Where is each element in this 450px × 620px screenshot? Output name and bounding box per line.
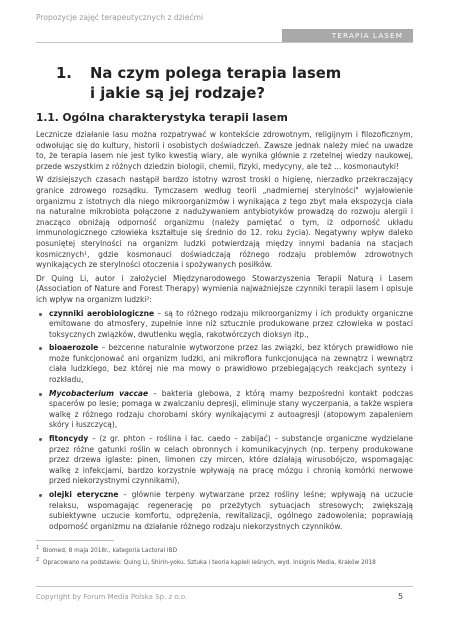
paragraph-2: W dzisiejszych czasach nastąpił bardzo istotny wzrost troski o higienę, nierzadko przekraczający granice zdrowego rozsądku. Tymczasem według teorii „nadmiernej sterylności" wyjałowienie organizmu z istotnych dla niego mikroorganizmów i wynikająca z tego zbyt mała ekspozycja ciała na naturalne mikrobiota połączone z nadużywaniem antybiotyków prowadzą do rozwoju alergii i znacząco obniżają odporność organizmu (należy pamiętać o tym, iż odporność układu immunologicznego człowieka kształtuje się średnio do 12. roku życia). Negatywny wpływ daleko posuniętej sterylności na organizm ludzki potwierdzają między innymi badania na stacjach kosmicznych¹, gdzie kosmonauci doświadczają różnego rodzaju problemów zdrowotnych wynikających ze sterylności otoczenia i spożywanych posiłków. — [36, 175, 413, 270]
list-item — [36, 434, 413, 487]
body-text — [36, 130, 413, 535]
chapter-number: 1. — [56, 65, 72, 82]
copyright-text: Copyright by Forum Media Polska Sp. z o.o. — [36, 593, 188, 601]
list-item — [36, 309, 413, 341]
footnote-mark: 2 — [36, 557, 40, 563]
bullet-icon — [39, 313, 42, 316]
factor-list — [36, 309, 413, 533]
chapter-title-line2: i jakie są jej rodzaje? — [90, 85, 265, 102]
bullet-icon — [39, 393, 42, 396]
paragraph-1: Lecznicze działanie lasu można rozpatrywać w kontekście zdrowotnym, religijnym i filozoficznym, odwołując się do kultury, historii i osobistych doświadczeń. Zawsze jednak należy mieć na uwadze to, że terapia lasem nie jest tylko kwestią wiary, ale wynika głównie z rzetelnej wiedzy naukowej, przede wszystkim z różnych dziedzin biologii, chemii, fizyki, medycyny, ale też ... kosmonautyki! — [36, 130, 413, 171]
factor-term: olejki eteryczne — [49, 490, 119, 499]
chapter-title-line1: Na czym polega terapia lasem — [90, 65, 342, 82]
list-item — [36, 490, 413, 532]
bullet-icon — [39, 494, 42, 497]
footnote-text: Biomed, 8 maja 2018r., kategoria Lactoral IBD — [42, 547, 178, 554]
page-number: 5 — [398, 592, 404, 601]
footnote-2 — [36, 557, 413, 568]
footnote-text: Opracowano na podstawie: Quing Li, Shirin-yoku. Sztuka i teoria kąpieli leśnych, wyd. Insignis Media, Kraków 2018 — [42, 559, 376, 566]
factor-text: – głównie terpeny wytwarzane przez rośliny leśne; wpływają na uczucie relaksu, wspomagając regenerację po przeżytych sytuacjach stresowych; zwiększają subiektywne uczucie komfortu, odprężenia, rewitalizacji, ogólnego zadowolenia; poprawiają odporność organizmu na działanie różnego rodzaju niekorzystnych czynników. — [49, 490, 414, 531]
bullet-icon — [39, 347, 42, 350]
section-heading: 1.1. Ogólna charakterystyka terapii lasem — [36, 112, 288, 124]
list-item — [36, 343, 413, 385]
factor-term: czynniki aerobiologiczne — [49, 308, 155, 318]
footnote-1 — [36, 545, 413, 556]
footnote-mark: 1 — [36, 545, 40, 551]
running-header: Propozycje zajęć terapeutycznych z dziećmi — [36, 13, 204, 22]
header-divider — [36, 42, 413, 43]
footnote-divider — [36, 540, 114, 541]
footer-divider — [36, 586, 413, 587]
factor-text: – bakteria glebowa, z którą mamy bezpośredni kontakt podczas spacerów po lesie; pomaga w zwalczaniu depresji, eliminuje stany wyczerpania, a także wspiera walkę z różnego rodzaju chorobami skóry wynikającymi z autoagresji (atopowym zapaleniem skóry i łuszczycą), — [49, 388, 413, 430]
factor-term: bioaerozole — [49, 343, 99, 353]
factor-term: Mycobacterium vaccae — [49, 388, 149, 398]
list-item — [36, 389, 413, 431]
factor-text: – (z gr. phton – roślina i łac. caedo – zabijać) – substancje organiczne wydzielane przez różne gatunki roślin w celach obronnych i komunikacyjnych (np. terpeny produkowane przez drzewa iglaste: pinen, limonen czy mircen, które działają wirusobójczo, wspomagając walkę z infekcjami, bardzo korzystnie wpływają na pracę mózgu i chronią komórki nerwowe przed niekorzystnymi czynnikami), — [49, 434, 413, 486]
factor-text: – są to różnego rodzaju mikroorganizmy i ich produkty organiczne emitowane do atmosfery, zupełnie inne niż sztucznie produkowane przez człowieka w postaci toksycznych związków, dwutlenku węgla, rakotwórczych dioksyn itp., — [49, 308, 413, 339]
bullet-icon — [39, 438, 42, 441]
section-tab: TERAPIA LASEM — [282, 29, 413, 42]
factor-text: – bezcenne naturalnie wytworzone przez las związki, bez których prawidłowo nie może funkcjonować ani organizm ludzki, ani mikroflora funkcjonująca na zewnątrz i wewnątrz ciała ludzkiego, bez której nie ma mowy o prawidłowo przebiegających reakcjach syntezy i rozkładu, — [49, 343, 413, 385]
paragraph-3: Dr Quing Li, autor i założyciel Międzynarodowego Stowarzyszenia Terapii Naturą i Lasem (Association of Nature and Forest Therapy) wymienia najważniejsze czynniki terapii lasem i opisuje ich wpływ na organizm ludzki²: — [36, 273, 413, 304]
factor-term: fitoncydy — [49, 434, 89, 444]
